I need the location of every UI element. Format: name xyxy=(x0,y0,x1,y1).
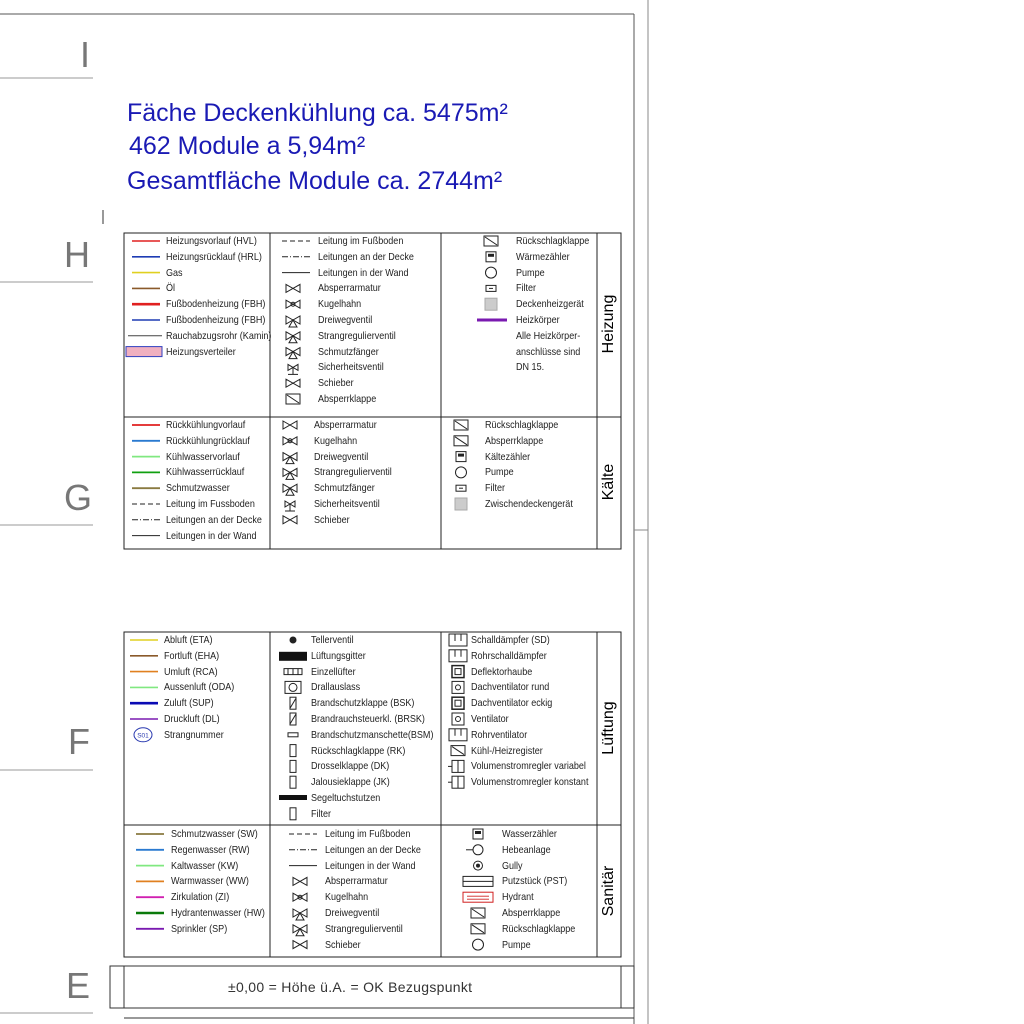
lueftung-legend-label: Drallauslass xyxy=(311,681,361,694)
lueftung-legend-label: Volumenstromregler variabel xyxy=(471,760,586,773)
kaelte-legend-label: Rückkühlungvorlauf xyxy=(166,419,246,431)
heizung-device-2-icon xyxy=(486,267,497,278)
grid-letter-g: G xyxy=(64,477,93,518)
kaelte-legend-label: Kältezähler xyxy=(485,450,531,463)
grid-letter-i: I xyxy=(80,34,91,75)
heizung-legend-label: DN 15. xyxy=(516,361,545,374)
lueftung-component-8-icon xyxy=(290,760,296,772)
lueftung-legend-label: Dachventilator rund xyxy=(471,681,550,694)
kaelte-fitting-5-icon xyxy=(285,501,295,511)
sanitaer-legend-label: Putzstück (PST) xyxy=(502,875,568,888)
sanitaer-legend-label: Pumpe xyxy=(502,938,531,951)
sanitaer-device-4-icon xyxy=(463,892,493,902)
kaelte-legend-label: Schmutzwasser xyxy=(166,482,230,495)
heizung-fitting-3-icon xyxy=(286,284,300,292)
sanitaer-device-6-icon xyxy=(471,924,485,934)
lueftung-device-1-icon xyxy=(449,650,467,662)
sanitaer-legend-label: Sprinkler (SP) xyxy=(171,922,228,935)
heizung-legend-label: Alle Heizkörper- xyxy=(516,329,581,342)
heizung-legend-label: Heizkörper xyxy=(516,314,560,326)
kaelte-fitting-6-icon xyxy=(283,516,297,524)
kaelte-legend-label: Strangregulierventil xyxy=(314,466,392,479)
kaelte-legend-label: Filter xyxy=(485,482,506,495)
title-line-total-area: Gesamtfläche Module ca. 2744m² xyxy=(127,167,503,195)
lueftung-device-6-icon xyxy=(449,729,467,741)
lueftung-device-9-icon xyxy=(448,776,464,788)
sanitaer-legend-label: Dreiwegventil xyxy=(325,907,380,919)
heizung-legend-label: Fußbodenheizung (FBH) xyxy=(166,298,266,311)
lueftung-legend-label: Rohrschalldämpfer xyxy=(471,649,547,662)
heizung-legend-label: Leitungen an der Decke xyxy=(318,250,414,263)
lueftung-component-2-icon xyxy=(284,669,302,675)
heizung-legend-label: Fußbodenheizung (FBH) xyxy=(166,314,266,326)
sanitaer-legend-label: Warmwasser (WW) xyxy=(171,875,249,888)
kaelte-device-3-icon xyxy=(456,467,467,478)
sanitaer-legend-label: Leitung im Fußboden xyxy=(325,828,411,840)
lueftung-component-10-icon xyxy=(279,795,307,800)
lueftung-component-11-icon xyxy=(290,808,296,820)
lueftung-legend-label: Rückschlagklappe (RK) xyxy=(311,744,406,757)
lueftung-legend-label: Brandrauchsteuerkl. (BRSK) xyxy=(311,713,425,725)
footer-reference-note: ±0,00 = Höhe ü.A. = OK Bezugspunkt xyxy=(228,979,473,995)
lueftung-component-7-icon xyxy=(290,745,296,757)
lueftung-legend-label: Drosselklappe (DK) xyxy=(311,760,390,773)
kaelte-legend-label: Absperrklappe xyxy=(485,434,544,447)
sanitaer-legend-label: Rückschlagklappe xyxy=(502,922,576,935)
lueftung-device-3-icon xyxy=(452,681,464,693)
heizung-device-4-icon xyxy=(485,298,497,310)
sanitaer-fitting-7-icon xyxy=(293,941,307,949)
heizung-device-3-icon xyxy=(486,285,496,291)
lueftung-device-8-icon xyxy=(448,760,464,772)
sanitaer-fitting-4-icon xyxy=(293,893,307,901)
lueftung-legend-label: Tellerventil xyxy=(311,634,354,646)
heizung-legend-label: Absperrarmatur xyxy=(318,282,381,295)
kaelte-legend-label: Pumpe xyxy=(485,466,514,479)
heizung-legend-label: Deckenheizgerät xyxy=(516,298,584,311)
lueftung-legend-label: Rohrventilator xyxy=(471,728,528,741)
sanitaer-legend-label: Schmutzwasser (SW) xyxy=(171,828,258,840)
heizung-legend-label: Absperrklappe xyxy=(318,393,377,405)
lueftung-device-7-icon xyxy=(451,746,465,756)
title-line-cooling-area: Fäche Deckenkühlung ca. 5475m² xyxy=(127,99,508,127)
sanitaer-device-1-icon xyxy=(466,845,483,855)
sanitaer-fitting-6-icon xyxy=(293,925,307,936)
lueftung-legend-label: Deflektorhaube xyxy=(471,665,533,678)
lueftung-legend-label: Abluft (ETA) xyxy=(164,634,213,646)
heizung-legend-label: Heizungsvorlauf (HVL) xyxy=(166,235,257,247)
lueftung-device-5-icon xyxy=(452,713,464,725)
heizung-legend-label: Kugelhahn xyxy=(318,298,362,311)
heizung-legend-label: Heizungsrücklauf (HRL) xyxy=(166,250,262,263)
lueftung-component-6-icon xyxy=(288,733,298,737)
sanitaer-device-5-icon xyxy=(471,908,485,918)
sanitaer-fitting-3-icon xyxy=(293,877,307,885)
heizung-fitting-6-icon xyxy=(286,332,300,343)
sanitaer-device-2-icon xyxy=(474,861,483,870)
lueftung-legend-label: Brandschutzmanschette(BSM) xyxy=(311,728,434,741)
sanitaer-legend-label: Leitungen an der Decke xyxy=(325,843,421,856)
sanitaer-legend-label: Hydrantenwasser (HW) xyxy=(171,907,265,919)
lueftung-component-3-icon xyxy=(285,681,301,693)
kaelte-device-4-icon xyxy=(456,485,466,491)
heizung-legend-label: Dreiwegventil xyxy=(318,314,373,326)
sanitaer-legend-label: Hydrant xyxy=(502,891,534,904)
heizung-fitting-9-icon xyxy=(286,379,300,387)
lueftung-legend-label: Volumenstromregler konstant xyxy=(471,776,589,789)
kaelte-legend-label: Kühlwasserrücklauf xyxy=(166,466,245,479)
lueftung-component-9-icon xyxy=(290,776,296,788)
heizung-legend-label: Leitungen in der Wand xyxy=(318,266,409,279)
section-title-lueftung: Lüftung xyxy=(600,701,617,755)
sanitaer-legend-label: Kaltwasser (KW) xyxy=(171,859,239,872)
kaelte-legend-label: Kühlwasservorlauf xyxy=(166,450,240,463)
sanitaer-legend-label: Wasserzähler xyxy=(502,828,557,840)
heizung-legend-label: Heizungsverteiler xyxy=(166,345,236,358)
kaelte-legend-label: Zwischendeckengerät xyxy=(485,498,573,510)
sanitaer-fitting-5-icon xyxy=(293,909,307,920)
lueftung-legend-label: Segeltuchstutzen xyxy=(311,792,381,804)
heizung-device-1-icon xyxy=(486,252,496,262)
kaelte-fitting-3-icon xyxy=(283,468,297,479)
lueftung-component-1-icon xyxy=(279,652,307,661)
lueftung-device-2-icon xyxy=(452,666,464,678)
section-title-kaelte: Kälte xyxy=(600,463,617,501)
heizung-fitting-7-icon xyxy=(286,348,300,359)
lueftung-component-0-icon xyxy=(290,637,297,644)
heizung-fitting-8-icon xyxy=(288,364,298,374)
sanitaer-device-7-icon xyxy=(473,939,484,950)
kaelte-device-1-icon xyxy=(454,436,468,446)
kaelte-legend-label: Sicherheitsventil xyxy=(314,498,380,510)
heizung-legend-label: Leitung im Fußboden xyxy=(318,235,404,247)
lueftung-legend-label: Jalousieklappe (JK) xyxy=(311,776,390,789)
sanitaer-legend-label: Absperrklappe xyxy=(502,907,561,919)
kaelte-fitting-1-icon xyxy=(283,437,297,445)
kaelte-device-0-icon xyxy=(454,420,468,430)
strangnummer-badge: S01 xyxy=(137,732,149,740)
kaelte-device-5-icon xyxy=(455,498,467,510)
lueftung-legend-label: Aussenluft (ODA) xyxy=(164,681,235,694)
sanitaer-legend-label: Zirkulation (ZI) xyxy=(171,891,230,904)
lueftung-legend-label: Druckluft (DL) xyxy=(164,713,220,725)
lueftung-legend-label: Schalldämpfer (SD) xyxy=(471,634,550,646)
kaelte-legend-label: Leitungen in der Wand xyxy=(166,529,257,542)
sanitaer-device-0-icon xyxy=(473,829,483,839)
kaelte-fitting-2-icon xyxy=(283,453,297,464)
heizung-legend-label: Rückschlagklappe xyxy=(516,235,590,247)
sanitaer-legend-label: Kugelhahn xyxy=(325,891,369,904)
kaelte-legend-label: Leitungen an der Decke xyxy=(166,513,262,526)
kaelte-legend-label: Dreiwegventil xyxy=(314,450,369,463)
sanitaer-legend-label: Leitungen in der Wand xyxy=(325,859,416,872)
heizung-fitting-5-icon xyxy=(286,316,300,327)
sanitaer-legend-label: Strangregulierventil xyxy=(325,922,403,935)
kaelte-legend-label: Rückkühlungrücklauf xyxy=(166,434,250,447)
kaelte-fitting-0-icon xyxy=(283,421,297,429)
sanitaer-legend-label: Schieber xyxy=(325,938,361,951)
heizung-device-0-icon xyxy=(484,236,498,246)
lueftung-legend-label: Kühl-/Heizregister xyxy=(471,744,543,757)
heizung-legend-label: Rauchabzugsrohr (Kamin) xyxy=(166,329,272,342)
lueftung-legend-label: Umluft (RCA) xyxy=(164,665,218,678)
sanitaer-legend-label: Absperrarmatur xyxy=(325,875,388,888)
lueftung-legend-label: Zuluft (SUP) xyxy=(164,697,214,710)
section-title-sanitaer: Sanitär xyxy=(600,865,617,917)
heizung-legend-label: Filter xyxy=(516,282,537,295)
heizung-legend-label: Pumpe xyxy=(516,266,545,279)
lueftung-legend-label: Dachventilator eckig xyxy=(471,697,553,710)
grid-letter-h: H xyxy=(64,234,90,275)
sanitaer-legend-label: Gully xyxy=(502,859,523,872)
heizung-fitting-10-icon xyxy=(286,394,300,404)
grid-letter-e: E xyxy=(66,965,91,1006)
lueftung-legend-label: Ventilator xyxy=(471,713,509,725)
heizung-legend-label: Strangregulierventil xyxy=(318,329,396,342)
heizung-legend-label: Wärmezähler xyxy=(516,250,570,263)
heizung-legend-label: Gas xyxy=(166,266,183,279)
heizung-legend-label: anschlüsse sind xyxy=(516,345,581,358)
sanitaer-device-3-icon xyxy=(463,876,493,886)
kaelte-fitting-4-icon xyxy=(283,484,297,495)
heizung-legend-label: Öl xyxy=(166,282,176,295)
kaelte-legend-label: Absperrarmatur xyxy=(314,419,377,431)
lueftung-component-5-icon xyxy=(290,713,296,725)
sanitaer-legend-label: Regenwasser (RW) xyxy=(171,843,250,856)
grid-letter-f: F xyxy=(68,721,90,762)
kaelte-legend-label: Schieber xyxy=(314,513,350,526)
kaelte-legend-label: Schmutzfänger xyxy=(314,482,375,495)
heizung-legend-label: Schieber xyxy=(318,377,354,390)
lueftung-legend-label: Einzellüfter xyxy=(311,665,356,678)
heizung-fitting-4-icon xyxy=(286,300,300,308)
section-title-heizung: Heizung xyxy=(600,294,617,354)
lueftung-component-4-icon xyxy=(290,697,296,709)
kaelte-device-2-icon xyxy=(456,452,466,462)
lueftung-legend-label: Brandschutzklappe (BSK) xyxy=(311,697,415,710)
kaelte-legend-label: Kugelhahn xyxy=(314,434,358,447)
lueftung-legend-label: Filter xyxy=(311,807,332,820)
lueftung-legend-label: Fortluft (EHA) xyxy=(164,649,220,662)
lueftung-device-0-icon xyxy=(449,634,467,646)
lueftung-legend-label: Lüftungsgitter xyxy=(311,649,366,662)
kaelte-legend-label: Rückschlagklappe xyxy=(485,419,559,431)
heizungsverteiler-icon xyxy=(126,347,162,357)
kaelte-legend-label: Leitung im Fussboden xyxy=(166,498,255,510)
heizung-legend-label: Sicherheitsventil xyxy=(318,361,384,374)
sanitaer-legend-label: Hebeanlage xyxy=(502,843,551,856)
lueftung-legend-label: Strangnummer xyxy=(164,728,224,741)
lueftung-device-4-icon xyxy=(452,697,464,709)
title-line-modules: 462 Module a 5,94m² xyxy=(129,132,366,160)
heizung-legend-label: Schmutzfänger xyxy=(318,345,379,358)
